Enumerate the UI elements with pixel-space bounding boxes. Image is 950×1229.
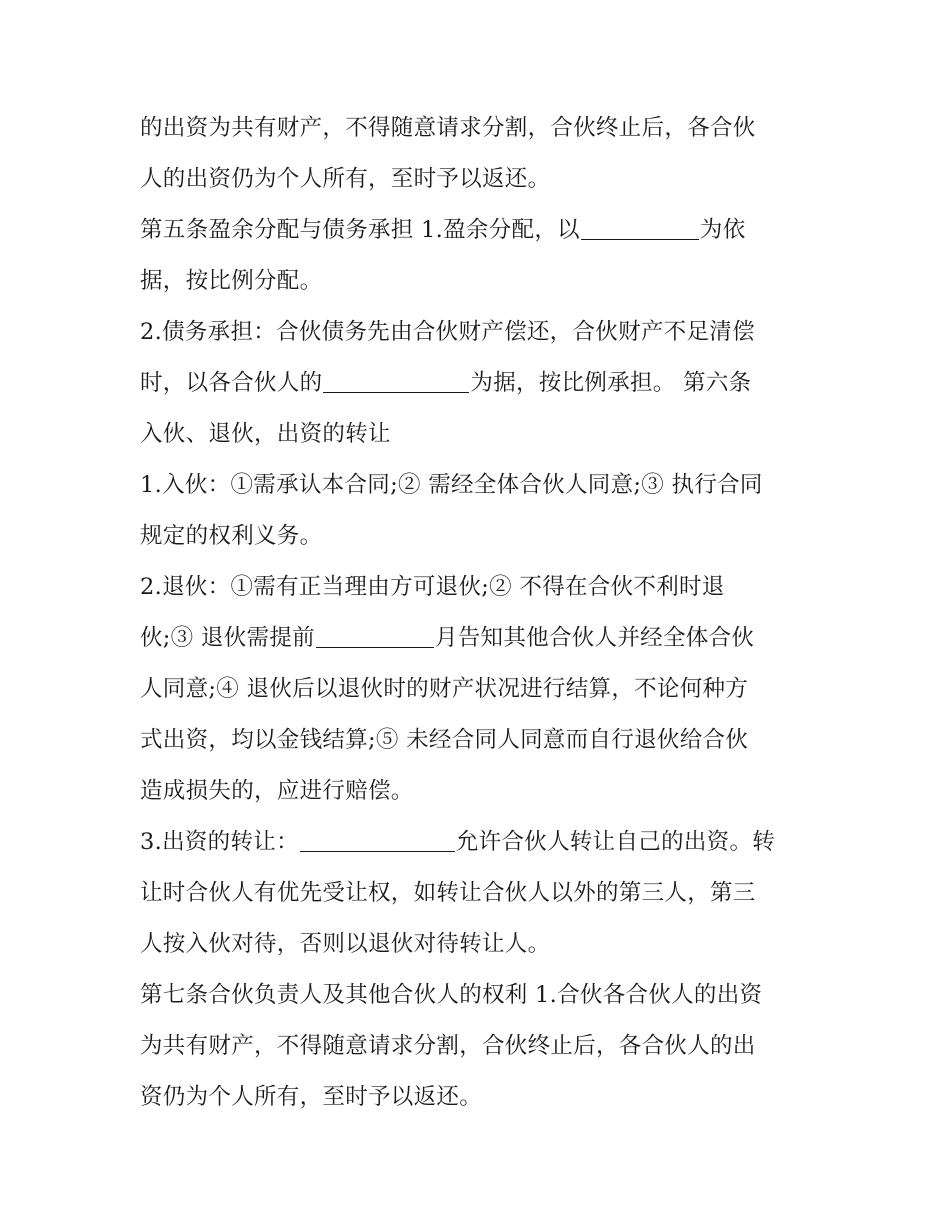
text-line: 为共有财产，不得随意请求分割，合伙终止后，各合伙人的出 — [140, 1033, 756, 1059]
text-line: 据，按比例分配。 — [140, 268, 323, 294]
text-line: 入伙、退伙，出资的转让 — [140, 421, 391, 447]
line-segment: 伙;③ 退伙需提前 — [140, 625, 315, 651]
fill-in-blank — [323, 391, 469, 393]
text-line: 2.退伙：①需有正当理由方可退伙;② 不得在合伙不利时退 — [140, 574, 725, 600]
line-segment: 允许合伙人转让自己的出资。转 — [455, 829, 776, 855]
text-line: 资仍为个人所有，至时予以返还。 — [140, 1084, 483, 1110]
text-line: 第七条合伙负责人及其他合伙人的权利 1.合伙各合伙人的出资 — [140, 982, 763, 1008]
text-line: 人同意;④ 退伙后以退伙时的财产状况进行结算，不论何种方 — [140, 676, 749, 702]
line-segment: 时，以各合伙人的 — [140, 370, 323, 396]
text-line — [140, 205, 815, 256]
line-segment: 3.出资的转让： — [140, 829, 299, 855]
text-line: 1.入伙：①需承认本合同;② 需经全体合伙人同意;③ 执行合同 — [140, 472, 763, 498]
text-line — [140, 613, 815, 664]
fill-in-blank — [300, 850, 455, 852]
text-line — [140, 358, 815, 409]
text-line — [140, 817, 815, 868]
text-line: 式出资，均以金钱结算;⑤ 未经合同人同意而自行退伙给合伙 — [140, 727, 749, 753]
text-line: 让时合伙人有优先受让权，如转让合伙人以外的第三人，第三 — [140, 880, 756, 906]
line-segment: 为依 — [699, 217, 746, 243]
text-line: 2.债务承担：合伙债务先由合伙财产偿还，合伙财产不足清偿 — [140, 319, 755, 345]
document-body — [140, 103, 815, 1123]
line-segment: 为据，按比例承担。 第六条 — [470, 370, 752, 396]
line-segment: 月告知其他合伙人并经全体合伙 — [434, 625, 755, 651]
text-line: 规定的权利义务。 — [140, 523, 323, 549]
text-line: 人的出资仍为个人所有，至时予以返还。 — [140, 166, 551, 192]
line-segment: 第五条盈余分配与债务承担 1.盈余分配，以 — [140, 217, 580, 243]
text-line: 人按入伙对待，否则以退伙对待转让人。 — [140, 931, 551, 957]
fill-in-blank — [581, 238, 699, 240]
text-line: 造成损失的，应进行赔偿。 — [140, 778, 414, 804]
text-line: 的出资为共有财产，不得随意请求分割，合伙终止后，各合伙 — [140, 115, 756, 141]
fill-in-blank — [316, 646, 434, 648]
